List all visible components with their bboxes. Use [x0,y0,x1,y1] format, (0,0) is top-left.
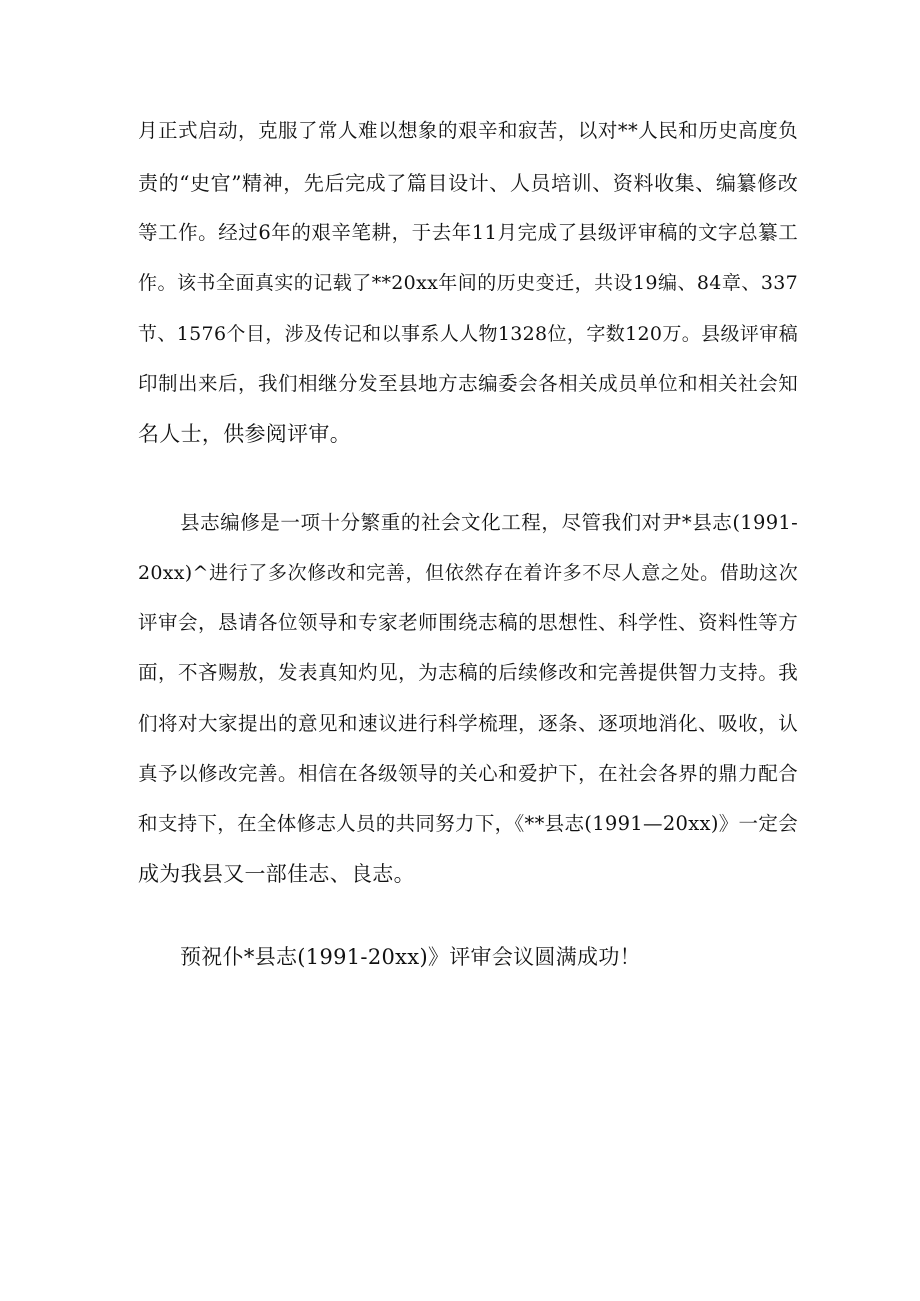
text-line: 月正式启动，克服了常人难以想象的艰辛和寂苦，以对**人民和历史高度负 [138,119,798,142]
text-line: 成为我县又一部佳志、良志。 [138,862,415,886]
text-line: 等工作。经过6年的艰辛笔耕，于去年11月完成了县级评审稿的文字总纂工 [138,221,798,244]
text-line: 责的“史官”精神，先后完成了篇目设计、人员培训、资料收集、编纂修改 [138,171,798,195]
text-line: 作。该书全面真实的记载了**20xx年间的历史变迁，共设19编、84章、337 [138,272,798,294]
text-line: 和支持下，在全体修志人员的共同努力下，《**县志(1991—20xx)》一定会 [138,812,798,835]
text-line: 印制出来后，我们相继分发至县地方志编委会各相关成员单位和相关社会知 [138,372,798,395]
text-line: 县志编修是一项十分繁重的社会文化工程，尽管我们对尹*县志(1991- [180,511,798,534]
text-line: 面，不吝赐敖，发表真知灼见，为志稿的后续修改和完善提供智力支持。我 [138,661,798,684]
text-line: 20xx)^进行了多次修改和完善，但依然存在着许多不尽人意之处。借助这次 [138,562,798,584]
text-line: 名人士，供参阅评审。 [138,422,351,446]
text-line: 预祝仆*县志(1991-20xx)》评审会议圆满成功！ [180,945,641,969]
text-line: 节、1576个目，涉及传记和以事系人人物1328位，字数120万。县级评审稿 [138,323,798,345]
text-line: 真予以修改完善。相信在各级领导的关心和爱护下，在社会各界的鼎力配合 [138,762,798,785]
text-line: 们将对大家提出的意见和速议进行科学梳理，逐条、逐项地消化、吸收，认 [138,712,798,735]
text-line: 评审会，恳请各位领导和专家老师围绕志稿的思想性、科学性、资料性等方 [138,611,798,634]
